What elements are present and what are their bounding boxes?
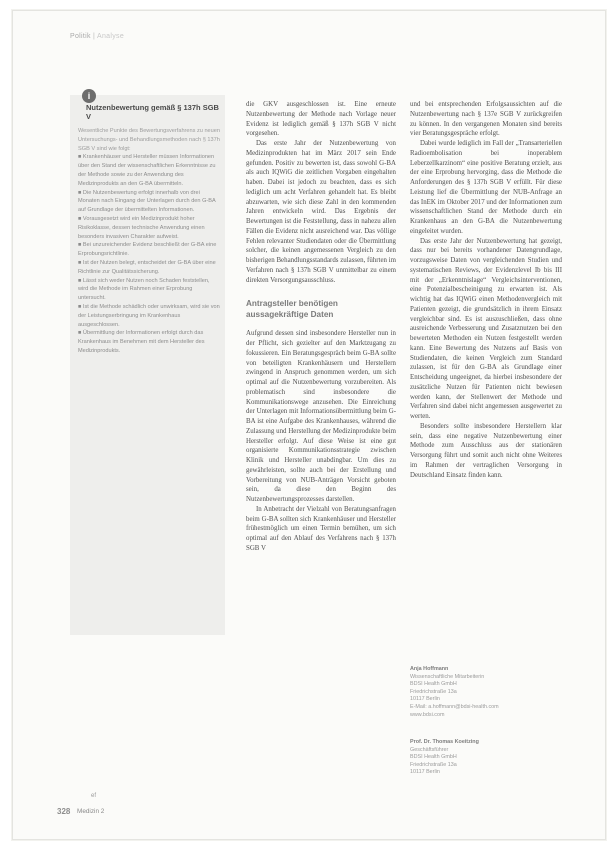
sidebar-text [78, 127, 220, 356]
author-line: Geschäftsführer [410, 746, 449, 753]
article-column-1 [246, 100, 396, 554]
sidebar-item: ■ Krankenhäuser und Hersteller müssen Informationen über den Stand der wissenschaftlichen Erkenntnisse zu der Methode sowie zu der Anwendung des Medizinprodukts an den G-BA übermitteln. [78, 154, 216, 187]
author-name: Prof. Dr. Thomas Koeitzing [410, 739, 479, 745]
body-paragraph: Das erste Jahr der Nutzenbewertung von Medizinprodukten hat im März 2017 sein Ende gefunden. Positiv zu bewerten ist, dass sowohl G-BA als auch IQWiG die zeitlichen Vorgaben eingehalten haben. Dabei ist jedoch zu beachten, dass es sich lediglich um acht Verfahren gehandelt hat. Es bleibt abzuwarten, wie sich diese Zahl in den kommenden Jahren entwickeln wird. Das Ergebnis der Bewertungen ist die Feststellung, dass in nahezu allen Fällen die Evidenz nicht ausreichend war. Das völlige Fehlen relevanter Studiendaten oder die Übermittlung solcher, die keinen angemessenen Vergleich zu den bisherigen Behandlungsstandards zulassen, führten im Verfahren nach § 137h SGB V unmittelbar zu einem direkten Versorgungsausschluss. [246, 140, 396, 284]
body-paragraph: Besonders sollte insbesondere Herstellern klar sein, dass eine negative Nutzenbewertung einer Methode zum Ausschluss aus der stationären Versorgung führt und somit auch nicht ohne Weiteres im Rahmen der vertraglichen Versorgung in Deutschland Einsatz finden kann. [410, 422, 562, 479]
author-line: Friedrichstraße 13a [410, 761, 457, 768]
author-line: Wissenschaftliche Mitarbeiterin [410, 673, 485, 680]
sidebar-item: ■ Ist der Nutzen belegt, entscheidet der G-BA über eine Richtlinie zur Qualitätssicherung. [78, 259, 216, 275]
section-header [70, 33, 124, 40]
author-name: Anja Hoffmann [410, 666, 449, 672]
section-subheading: Antragsteller benötigen aussagekräftige Daten [246, 299, 338, 319]
header-rubric: Politik [70, 33, 91, 40]
author-line: 10117 Berlin [410, 696, 440, 703]
body-paragraph: Dabei wurde lediglich im Fall der „Transarteriellen Radioembolisation bei inoperablem Leberzellkarzinom“ eine positive Beratung erzielt, aus der eine Erprobung hervorging, dass die Methode die Anforderungen des § 137h SGB V erfüllt. Für diese Leistung lief die Übermittlung der NUB-Anfrage an das InEK im Oktober 2017 und der Informationen zum wissenschaftlichen Stand der Methode durch ein Krankenhaus an den G-BA die Nutzenbewertung eingeleitet wurden. [410, 140, 562, 235]
body-paragraph: In Anbetracht der Vielzahl von Beratungsanfragen beim G-BA sollten sich Krankenhäuser und Hersteller frühestmöglich um einen Termin bemühen, um sich optimal auf den Ablauf des Verfahrens nach § 137h SGB V [246, 505, 396, 552]
author-line: Friedrichstraße 13a [410, 688, 457, 695]
footer-mark: ef [91, 793, 97, 799]
sidebar-item: ■ Lässt sich weder Nutzen noch Schaden feststellen, wird die Methode im Rahmen einer Erprobung untersucht. [78, 277, 210, 302]
header-subrubric: Analyse [97, 33, 125, 40]
page-number: 328 [57, 807, 71, 816]
author-line: BDSI Health GmbH [410, 754, 457, 761]
author-box [410, 666, 560, 719]
article-column-2 [410, 100, 562, 480]
sidebar-item: ■ Die Nutzenbewertung erfolgt innerhalb von drei Monaten nach Eingang der Unterlagen durch den G-BA auf Grundlage der übermittelten Informationen. [78, 189, 216, 214]
sidebar-item: ■ Bei unzureichender Evidenz beschließt der G-BA eine Erprobungsrichtlinie. [78, 242, 217, 258]
author-web: www.bdsi.com [410, 711, 445, 718]
body-paragraph: Aufgrund dessen sind insbesondere Hersteller nun in der Pflicht, sich gezielter auf den Marktzugang zu fokussieren. Ein Beratungsgespräch beim G-BA sollte von beteiligten Krankenhäusern und Herstellern zwingend in Anspruch genommen werden, um sich optimal auf die Nutzenbewertung vorzubereiten. Als problematisch sind insbesondere die Kommunikationswege anzusehen. Die Einreichung der Unterlagen mit Informationsübermittlung beim G-BA ist eine Aufgabe des Krankenhauses, während die Zulassung und Herstellung der Medizinprodukte beim Hersteller erfolgt. Auf diese Weise ist eine gut organisierte Kommunikationsstrategie zwischen Klinik und Hersteller unabdingbar. Um dies zu gewährleisten, sollte auch bei der Erstellung und Vorbereitung von NUB-Anträgen Vorsicht geboten sein, da diese den Beginn des Nutzenbewertungsprozesses darstellen. [246, 330, 396, 503]
info-icon: i [82, 89, 96, 103]
body-paragraph: Das erste Jahr der Nutzenbewertung hat gezeigt, dass nur bei bereits vorhandener Datengrundlage, vorzugsweise Daten von vergleichenden Studien und systematischen Reviews, der Evidenzlevel Ib bis III mit der „Erkenntnislage“ Vergleichsinterventionen, eine Potenzialbescheinigung zu erwarten ist. Als wichtig hat das IQWiG einen Methodenvergleich mit Patienten gezeigt, die grundsätzlich in ihrem Einsatz vergleichbar sind. Es ist auszuschließen, dass ohne ausreichende Verbesserung und Zusatznutzen bei den bewerteten Methoden ein Nutzen festgestellt werden kann. Eine Bewertung des Nutzens auf Basis von Studiendaten, die keinen Vergleich zum Standard zulassen, ist für den G-BA als Grundlage einer Entscheidung ungeeignet, da hierbei insbesondere der zusätzliche Nutzen für Patienten nicht bewiesen werden kann, der Stellenwert der Methode und Verfahren sind dabei nicht angemessen ausgewertet zu werten. [410, 237, 562, 420]
author-box [410, 739, 560, 777]
body-paragraph: die GKV ausgeschlossen ist. Eine erneute Nutzenbewertung der Methode nach Vorlage neuer Evidenz ist lediglich gemäß § 137h SGB V nicht vorgesehen. [246, 101, 396, 138]
author-line: 10117 Berlin [410, 769, 440, 776]
sidebar-title: Nutzenbewertung gemäß § 137h SGB V [86, 103, 219, 121]
header-separator: | [93, 33, 96, 40]
body-paragraph: und bei entsprechenden Erfolgsaussichten auf die Nutzenbewertung nach § 137e SGB V zurückgreifen zu können. In den vergangenen Monaten sind bereits vier Beratungsgespräche erfolgt. [410, 101, 562, 138]
sidebar-item: ■ Ist die Methode schädlich oder unwirksam, wird sie von der Leistungserbringung im Krankenhaus ausgeschlossen. [78, 303, 220, 328]
sidebar-item: Wesentliche Punkte des Bewertungsverfahrens zu neuen Untersuchungs- und Behandlungsmethoden nach § 137h SGB V sind wie folgt: [78, 128, 221, 152]
sidebar-item: ■ Übermittlung der Informationen erfolgt durch das Krankenhaus im Benehmen mit dem Hersteller des Medizinprodukts. [78, 330, 205, 354]
author-email: E-Mail: a.hoffmann@bdsi-health.com [410, 703, 499, 710]
author-line: BDSI Health GmbH [410, 681, 457, 688]
sidebar-item: ■ Vorausgesetzt wird ein Medizinprodukt hoher Risikoklasse, dessen technische Anwendung einen besonders invasiven Charakter aufweist. [78, 215, 205, 240]
journal-name: Medizin 2 [77, 808, 105, 815]
